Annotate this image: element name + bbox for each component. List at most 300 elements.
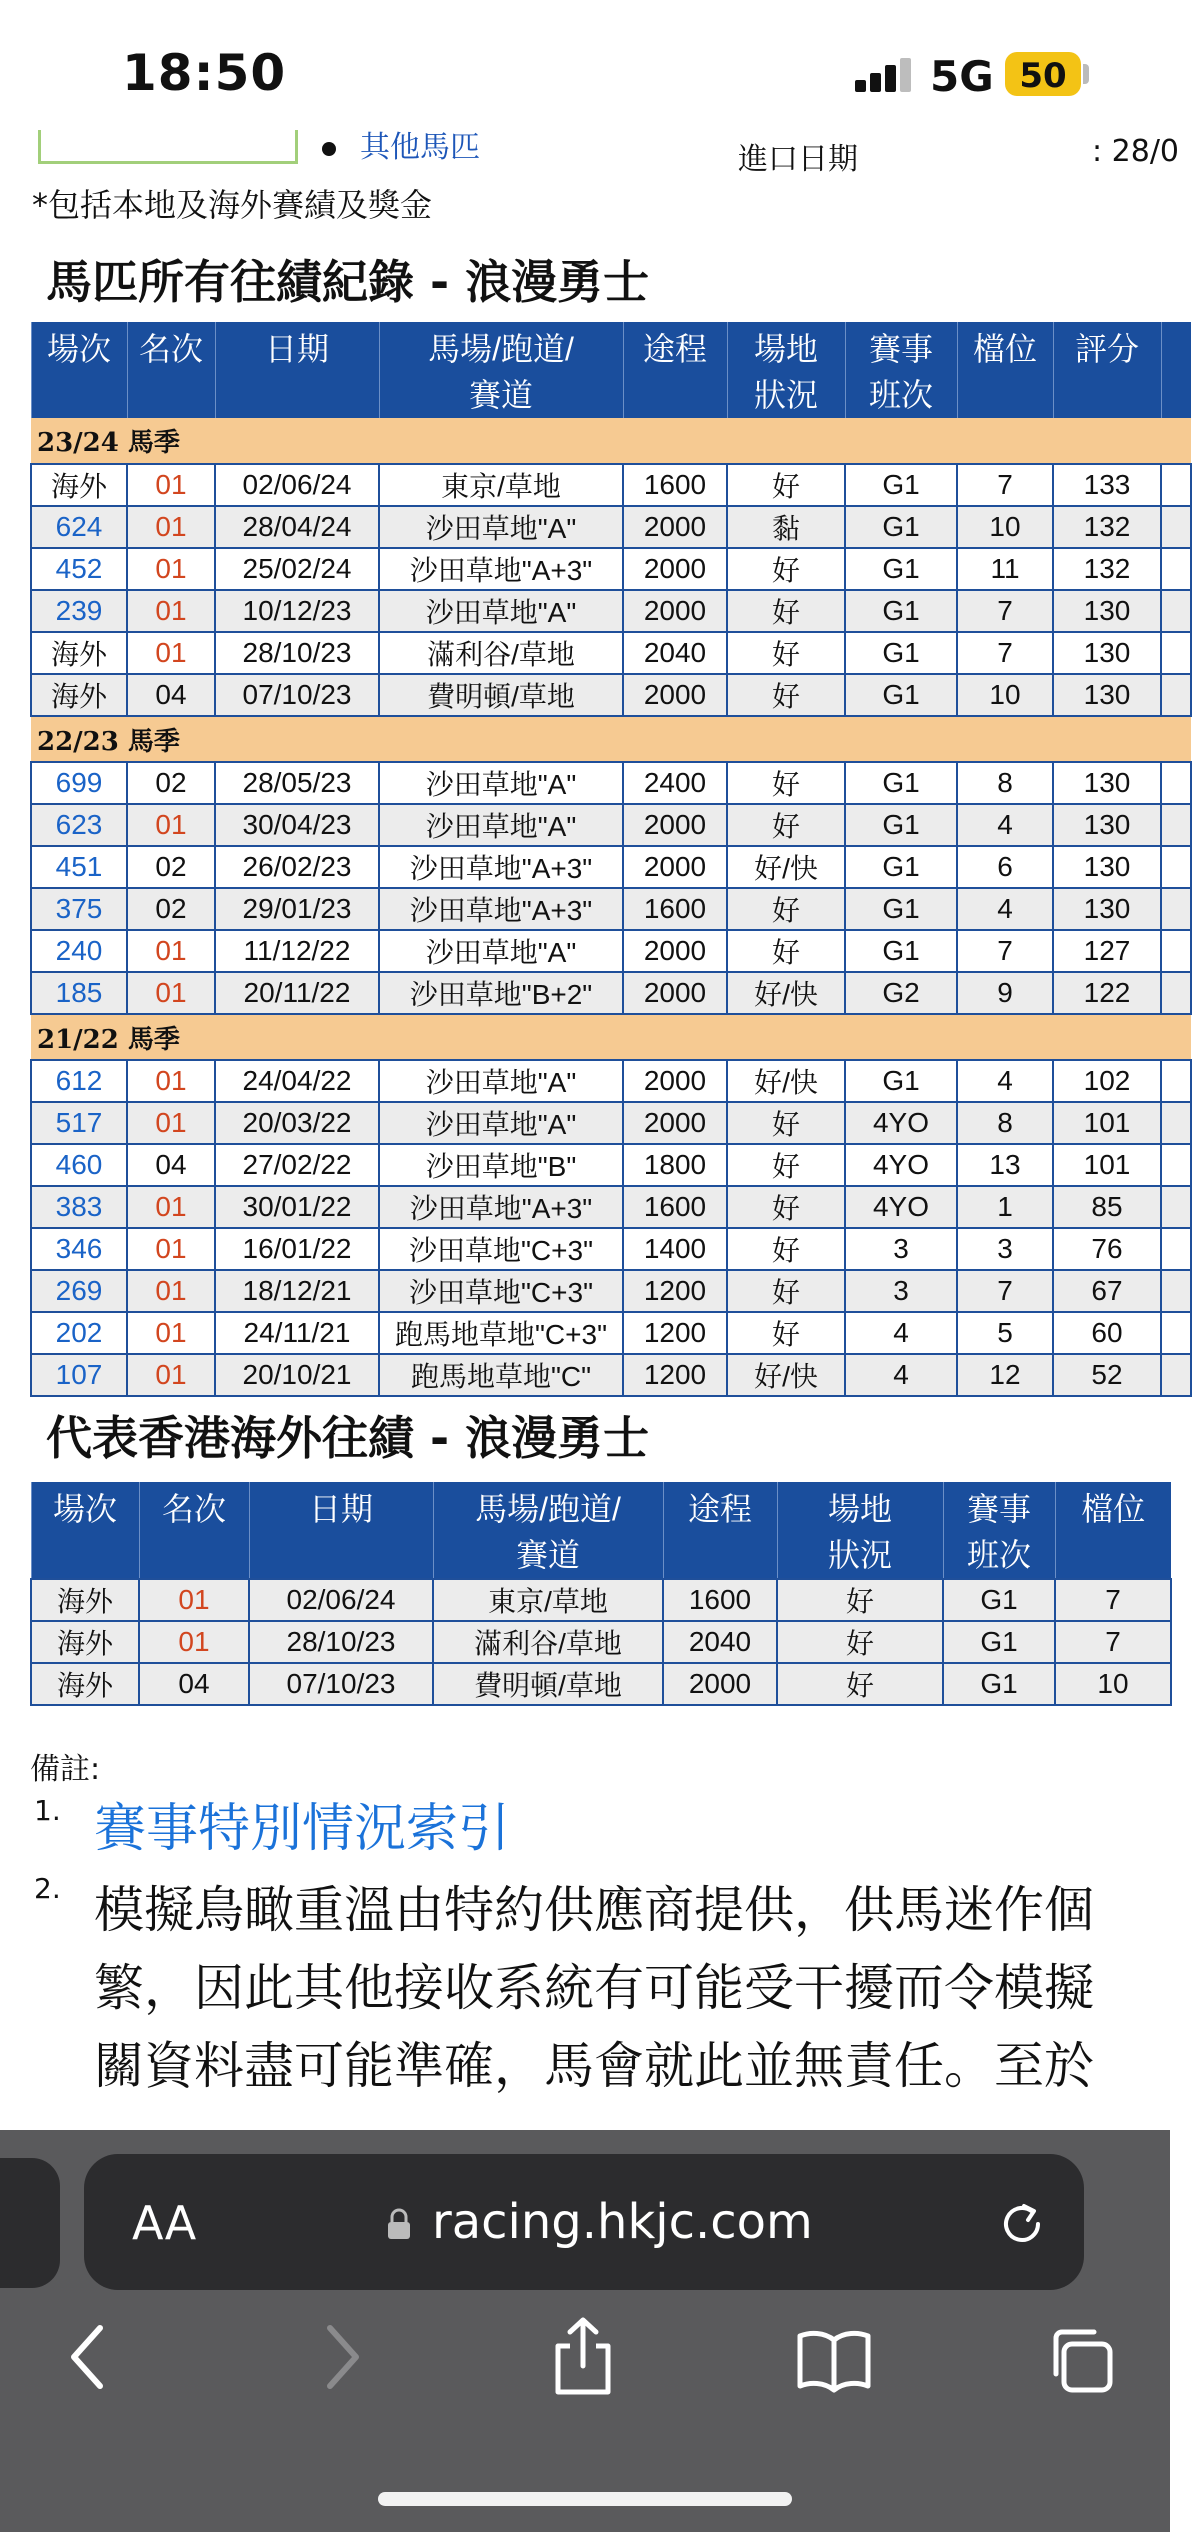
- race-class-cell: G1: [845, 590, 957, 632]
- battery-tip: [1083, 64, 1089, 84]
- distance-cell: 1600: [623, 464, 727, 506]
- rating-cell: 132: [1053, 548, 1161, 590]
- column-header: 名次: [139, 1482, 249, 1579]
- battery-icon: [1005, 52, 1081, 96]
- race-class-cell: G1: [943, 1579, 1055, 1621]
- table-row: [31, 1228, 1191, 1270]
- going-cell: 好: [727, 1102, 845, 1144]
- place-cell: 04: [127, 674, 215, 716]
- draw-cell: 7: [957, 590, 1053, 632]
- table-row: [31, 930, 1191, 972]
- race-class-cell: G1: [943, 1663, 1055, 1705]
- race-no-cell[interactable]: 699: [31, 762, 127, 804]
- share-icon[interactable]: [550, 2316, 616, 2396]
- course-cell: 滿利谷/草地: [433, 1621, 663, 1663]
- place-cell: 01: [127, 930, 215, 972]
- going-cell: 好: [727, 1228, 845, 1270]
- table-row: [31, 1102, 1191, 1144]
- going-cell: 好: [727, 930, 845, 972]
- course-cell: 沙田草地"A+3": [379, 888, 623, 930]
- place-cell: 02: [127, 888, 215, 930]
- column-header: 日期: [215, 322, 379, 418]
- draw-cell: 6: [957, 846, 1053, 888]
- date-cell: 02/06/24: [249, 1579, 433, 1621]
- date-cell: 26/02/23: [215, 846, 379, 888]
- course-cell: 沙田草地"C+3": [379, 1270, 623, 1312]
- draw-cell: 3: [957, 1228, 1053, 1270]
- tabs-icon[interactable]: [1044, 2324, 1116, 2396]
- table-row: [31, 1144, 1191, 1186]
- distance-cell: 2000: [623, 548, 727, 590]
- going-cell: 好/快: [727, 1354, 845, 1396]
- date-cell: 16/01/22: [215, 1228, 379, 1270]
- race-class-cell: G1: [845, 506, 957, 548]
- overflow-cell: [1161, 888, 1191, 930]
- place-cell: 01: [127, 1102, 215, 1144]
- table-row: [31, 1354, 1191, 1396]
- course-cell: 跑馬地草地"C": [379, 1354, 623, 1396]
- overflow-cell: [1161, 1060, 1191, 1102]
- distance-cell: 1400: [623, 1228, 727, 1270]
- rating-cell: 122: [1053, 972, 1161, 1014]
- place-cell: 01: [127, 590, 215, 632]
- course-cell: 沙田草地"A": [379, 506, 623, 548]
- going-cell: 好: [777, 1621, 943, 1663]
- season-row: [31, 418, 1191, 464]
- date-cell: 29/01/23: [215, 888, 379, 930]
- going-cell: 好/快: [727, 972, 845, 1014]
- address-bar[interactable]: [84, 2154, 1084, 2290]
- race-no-cell[interactable]: 239: [31, 590, 127, 632]
- season-label: 23/24 馬季: [31, 418, 1191, 464]
- other-horses-label: 其他馬匹: [360, 130, 480, 165]
- overseas-records-title: 代表香港海外往績 - 浪漫勇士: [46, 1411, 650, 1465]
- forward-icon[interactable]: [318, 2322, 366, 2392]
- overflow-cell: [1161, 548, 1191, 590]
- course-cell: 沙田草地"B+2": [379, 972, 623, 1014]
- course-cell: 沙田草地"A": [379, 1060, 623, 1102]
- distance-cell: 2040: [663, 1621, 777, 1663]
- status-time: 18:50: [122, 44, 287, 102]
- place-cell: 01: [127, 1060, 215, 1102]
- going-cell: 好: [777, 1663, 943, 1705]
- season-label: 22/23 馬季: [31, 716, 1191, 762]
- table-header-row: [31, 322, 1191, 418]
- going-cell: 好: [727, 1312, 845, 1354]
- draw-cell: 7: [1055, 1621, 1171, 1663]
- column-header: 途程: [663, 1482, 777, 1579]
- rating-cell: 127: [1053, 930, 1161, 972]
- date-cell: 28/10/23: [215, 632, 379, 674]
- race-no-cell: 海外: [31, 674, 127, 716]
- race-class-cell: G2: [845, 972, 957, 1014]
- going-cell: 好: [727, 1144, 845, 1186]
- course-cell: 跑馬地草地"C+3": [379, 1312, 623, 1354]
- rating-cell: 101: [1053, 1144, 1161, 1186]
- distance-cell: 2000: [623, 1102, 727, 1144]
- place-cell: 01: [139, 1621, 249, 1663]
- overflow-cell: [1161, 1228, 1191, 1270]
- date-cell: 27/02/22: [215, 1144, 379, 1186]
- race-no-cell[interactable]: 623: [31, 804, 127, 846]
- course-cell: 沙田草地"B": [379, 1144, 623, 1186]
- course-cell: 沙田草地"A": [379, 590, 623, 632]
- draw-cell: 4: [957, 804, 1053, 846]
- rating-cell: 76: [1053, 1228, 1161, 1270]
- date-cell: 07/10/23: [215, 674, 379, 716]
- place-cell: 01: [127, 804, 215, 846]
- column-header: 場地 狀況: [777, 1482, 943, 1579]
- course-cell: 沙田草地"A+3": [379, 846, 623, 888]
- place-cell: 01: [127, 506, 215, 548]
- signal-strength-icon: [855, 58, 913, 92]
- race-no-cell[interactable]: 451: [31, 846, 127, 888]
- aa-label: AA: [132, 2196, 197, 2250]
- overflow-cell: [1161, 464, 1191, 506]
- status-bar: [0, 0, 1170, 130]
- overflow-cell: [1161, 1312, 1191, 1354]
- date-cell: 30/01/22: [215, 1186, 379, 1228]
- draw-cell: 10: [957, 674, 1053, 716]
- rating-cell: 67: [1053, 1270, 1161, 1312]
- overflow-cell: [1161, 804, 1191, 846]
- table-row: [31, 506, 1191, 548]
- place-cell: 01: [127, 1354, 215, 1396]
- overflow-cell: [1161, 1354, 1191, 1396]
- web-page: [0, 130, 1180, 2130]
- remark-number: 1.: [34, 1794, 61, 1827]
- race-no-cell[interactable]: 383: [31, 1186, 127, 1228]
- draw-cell: 5: [957, 1312, 1053, 1354]
- column-header: 場地 狀況: [727, 322, 845, 418]
- draw-cell: 7: [957, 464, 1053, 506]
- rating-cell: 52: [1053, 1354, 1161, 1396]
- race-no-cell[interactable]: 460: [31, 1144, 127, 1186]
- distance-cell: 2000: [663, 1663, 777, 1705]
- battery-level: 50: [1019, 56, 1067, 96]
- race-class-cell: G1: [845, 930, 957, 972]
- race-no-cell[interactable]: 240: [31, 930, 127, 972]
- bookmarks-icon[interactable]: [796, 2328, 872, 2392]
- race-no-cell[interactable]: 185: [31, 972, 127, 1014]
- race-class-cell: 4: [845, 1312, 957, 1354]
- back-icon[interactable]: [64, 2322, 112, 2392]
- race-class-cell: G1: [943, 1621, 1055, 1663]
- table-row: [31, 1579, 1171, 1621]
- distance-cell: 2000: [623, 590, 727, 632]
- table-row: [31, 846, 1191, 888]
- remark-text-line: 繁，因此其他接收系統有可能受干擾而令模擬: [94, 1959, 1094, 2017]
- remarks-label: 備註:: [30, 1752, 101, 1787]
- overflow-cell: [1161, 930, 1191, 972]
- date-cell: 28/10/23: [249, 1621, 433, 1663]
- special-race-index-link[interactable]: 賽事特別情況索引: [94, 1799, 511, 1859]
- column-header: 名次: [127, 322, 215, 418]
- going-cell: 好: [727, 464, 845, 506]
- race-no-cell: 海外: [31, 1663, 139, 1705]
- overseas-records-table: [30, 1482, 1172, 1706]
- place-cell: 01: [127, 548, 215, 590]
- draw-cell: 4: [957, 1060, 1053, 1102]
- distance-cell: 2000: [623, 506, 727, 548]
- date-cell: 28/05/23: [215, 762, 379, 804]
- distance-cell: 2040: [623, 632, 727, 674]
- place-cell: 01: [127, 464, 215, 506]
- course-cell: 沙田草地"A": [379, 762, 623, 804]
- column-header: 賽事 班次: [845, 322, 957, 418]
- date-cell: 30/04/23: [215, 804, 379, 846]
- going-cell: 好: [727, 674, 845, 716]
- race-class-cell: G1: [845, 762, 957, 804]
- rating-cell: 130: [1053, 674, 1161, 716]
- race-no-cell[interactable]: 346: [31, 1228, 127, 1270]
- rating-cell: 130: [1053, 888, 1161, 930]
- race-class-cell: G1: [845, 1060, 957, 1102]
- going-cell: 好: [777, 1579, 943, 1621]
- race-class-cell: G1: [845, 804, 957, 846]
- date-cell: 24/04/22: [215, 1060, 379, 1102]
- distance-cell: 1600: [663, 1579, 777, 1621]
- race-class-cell: 4YO: [845, 1102, 957, 1144]
- date-cell: 20/10/21: [215, 1354, 379, 1396]
- course-cell: 東京/草地: [379, 464, 623, 506]
- race-no-cell: 海外: [31, 632, 127, 674]
- race-class-cell: G1: [845, 548, 957, 590]
- distance-cell: 1600: [623, 888, 727, 930]
- race-no-cell[interactable]: 452: [31, 548, 127, 590]
- race-no-cell[interactable]: 517: [31, 1102, 127, 1144]
- distance-cell: 2000: [623, 846, 727, 888]
- home-indicator: [378, 2492, 792, 2506]
- going-cell: 好: [727, 1270, 845, 1312]
- partial-box: [38, 130, 298, 164]
- race-class-cell: 3: [845, 1270, 957, 1312]
- race-no-cell[interactable]: 612: [31, 1060, 127, 1102]
- distance-cell: 1600: [623, 1186, 727, 1228]
- table-row: [31, 1312, 1191, 1354]
- rating-cell: 133: [1053, 464, 1161, 506]
- rating-cell: 60: [1053, 1312, 1161, 1354]
- import-date-value: : 28/0: [1092, 134, 1180, 169]
- place-cell: 01: [127, 1228, 215, 1270]
- overflow-cell: [1161, 1144, 1191, 1186]
- column-header: 評分: [1053, 322, 1161, 418]
- table-row: [31, 590, 1191, 632]
- place-cell: 02: [127, 762, 215, 804]
- table-header-row: [31, 1482, 1171, 1579]
- rating-cell: 130: [1053, 590, 1161, 632]
- going-cell: 好: [727, 548, 845, 590]
- distance-cell: 1200: [623, 1312, 727, 1354]
- draw-cell: 10: [957, 506, 1053, 548]
- table-row: [31, 548, 1191, 590]
- reader-settings-button[interactable]: [132, 2196, 196, 2250]
- bullet-icon: [322, 142, 336, 156]
- distance-cell: 1200: [623, 1270, 727, 1312]
- race-class-cell: 4YO: [845, 1186, 957, 1228]
- race-no-cell: 海外: [31, 1621, 139, 1663]
- distance-cell: 2000: [623, 804, 727, 846]
- network-label: 5G: [930, 52, 994, 101]
- going-cell: 好: [727, 804, 845, 846]
- draw-cell: 10: [1055, 1663, 1171, 1705]
- overflow-cell: [1161, 846, 1191, 888]
- date-cell: 24/11/21: [215, 1312, 379, 1354]
- table-row: [31, 762, 1191, 804]
- draw-cell: 7: [1055, 1579, 1171, 1621]
- date-cell: 11/12/22: [215, 930, 379, 972]
- course-cell: 沙田草地"A+3": [379, 548, 623, 590]
- place-cell: 01: [139, 1579, 249, 1621]
- previous-tab[interactable]: [0, 2158, 60, 2288]
- course-cell: 費明頓/草地: [379, 674, 623, 716]
- overflow-cell: [1161, 674, 1191, 716]
- course-cell: 滿利谷/草地: [379, 632, 623, 674]
- race-no-cell: 海外: [31, 464, 127, 506]
- draw-cell: 4: [957, 888, 1053, 930]
- column-header: 途程: [623, 322, 727, 418]
- draw-cell: 1: [957, 1186, 1053, 1228]
- rating-cell: 130: [1053, 632, 1161, 674]
- course-cell: 沙田草地"C+3": [379, 1228, 623, 1270]
- distance-cell: 2000: [623, 674, 727, 716]
- race-no-cell[interactable]: 269: [31, 1270, 127, 1312]
- place-cell: 04: [127, 1144, 215, 1186]
- column-header: 檔位: [957, 322, 1053, 418]
- note-line: *包括本地及海外賽績及獎金: [32, 186, 433, 224]
- column-header: 檔位: [1055, 1482, 1171, 1579]
- url-text: racing.hkjc.com: [432, 2194, 813, 2250]
- draw-cell: 11: [957, 548, 1053, 590]
- other-horses-link[interactable]: [322, 122, 480, 166]
- course-cell: 費明頓/草地: [433, 1663, 663, 1705]
- going-cell: 好/快: [727, 1060, 845, 1102]
- race-no-cell[interactable]: 202: [31, 1312, 127, 1354]
- overflow-cell: [1161, 1102, 1191, 1144]
- draw-cell: 13: [957, 1144, 1053, 1186]
- place-cell: 01: [127, 1186, 215, 1228]
- race-class-cell: 3: [845, 1228, 957, 1270]
- column-header: 馬場/跑道/ 賽道: [433, 1482, 663, 1579]
- column-header: 馬場/跑道/ 賽道: [379, 322, 623, 418]
- rating-cell: 85: [1053, 1186, 1161, 1228]
- date-cell: 07/10/23: [249, 1663, 433, 1705]
- rating-cell: 130: [1053, 762, 1161, 804]
- all-records-table: [30, 322, 1192, 1397]
- distance-cell: 2400: [623, 762, 727, 804]
- course-cell: 沙田草地"A": [379, 1102, 623, 1144]
- column-header: 場次: [31, 322, 127, 418]
- remark-text-line: 關資料盡可能準確，馬會就此並無責任。至於: [94, 2037, 1094, 2095]
- race-class-cell: G1: [845, 674, 957, 716]
- table-row: [31, 1663, 1171, 1705]
- column-header: 賽事 班次: [943, 1482, 1055, 1579]
- course-cell: 沙田草地"A": [379, 930, 623, 972]
- distance-cell: 1200: [623, 1354, 727, 1396]
- race-no-cell[interactable]: 107: [31, 1354, 127, 1396]
- season-label: 21/22 馬季: [31, 1014, 1191, 1060]
- going-cell: 好: [727, 888, 845, 930]
- place-cell: 01: [127, 1312, 215, 1354]
- date-cell: 02/06/24: [215, 464, 379, 506]
- date-cell: 18/12/21: [215, 1270, 379, 1312]
- rating-cell: 130: [1053, 846, 1161, 888]
- place-cell: 01: [127, 1270, 215, 1312]
- race-class-cell: 4: [845, 1354, 957, 1396]
- column-header: 場次: [31, 1482, 139, 1579]
- race-class-cell: 4YO: [845, 1144, 957, 1186]
- draw-cell: 8: [957, 1102, 1053, 1144]
- date-cell: 10/12/23: [215, 590, 379, 632]
- rating-cell: 102: [1053, 1060, 1161, 1102]
- table-row: [31, 464, 1191, 506]
- overflow-cell: [1161, 1270, 1191, 1312]
- table-row: [31, 888, 1191, 930]
- rating-cell: 132: [1053, 506, 1161, 548]
- rating-cell: 101: [1053, 1102, 1161, 1144]
- overflow-cell: [1161, 972, 1191, 1014]
- reload-icon[interactable]: [994, 2196, 1050, 2252]
- column-header: 日期: [249, 1482, 433, 1579]
- going-cell: 好: [727, 632, 845, 674]
- overflow-cell: [1161, 590, 1191, 632]
- race-class-cell: G1: [845, 464, 957, 506]
- distance-cell: 1800: [623, 1144, 727, 1186]
- race-no-cell[interactable]: 624: [31, 506, 127, 548]
- draw-cell: 7: [957, 1270, 1053, 1312]
- table-row: [31, 1060, 1191, 1102]
- place-cell: 01: [127, 632, 215, 674]
- distance-cell: 2000: [623, 972, 727, 1014]
- draw-cell: 8: [957, 762, 1053, 804]
- distance-cell: 2000: [623, 930, 727, 972]
- import-date-label: 進口日期: [738, 142, 858, 177]
- going-cell: 好: [727, 590, 845, 632]
- column-header-empty: [1161, 322, 1191, 418]
- distance-cell: 2000: [623, 1060, 727, 1102]
- course-cell: 沙田草地"A+3": [379, 1186, 623, 1228]
- going-cell: 好/快: [727, 846, 845, 888]
- date-cell: 20/03/22: [215, 1102, 379, 1144]
- remark-text-line: 模擬鳥瞰重溫由特約供應商提供，供馬迷作個: [94, 1881, 1094, 1939]
- draw-cell: 7: [957, 632, 1053, 674]
- going-cell: 好: [727, 1186, 845, 1228]
- season-row: [31, 716, 1191, 762]
- table-row: [31, 632, 1191, 674]
- draw-cell: 7: [957, 930, 1053, 972]
- place-cell: 04: [139, 1663, 249, 1705]
- overflow-cell: [1161, 632, 1191, 674]
- lock-icon: [386, 2208, 412, 2240]
- table-row: [31, 804, 1191, 846]
- draw-cell: 9: [957, 972, 1053, 1014]
- overflow-cell: [1161, 506, 1191, 548]
- place-cell: 01: [127, 972, 215, 1014]
- rating-cell: 130: [1053, 804, 1161, 846]
- date-cell: 20/11/22: [215, 972, 379, 1014]
- course-cell: 沙田草地"A": [379, 804, 623, 846]
- table-row: [31, 1621, 1171, 1663]
- race-no-cell[interactable]: 375: [31, 888, 127, 930]
- table-row: [31, 1186, 1191, 1228]
- going-cell: 黏: [727, 506, 845, 548]
- draw-cell: 12: [957, 1354, 1053, 1396]
- course-cell: 東京/草地: [433, 1579, 663, 1621]
- table-row: [31, 674, 1191, 716]
- date-cell: 25/02/24: [215, 548, 379, 590]
- remark-number: 2.: [34, 1872, 61, 1905]
- overflow-cell: [1161, 762, 1191, 804]
